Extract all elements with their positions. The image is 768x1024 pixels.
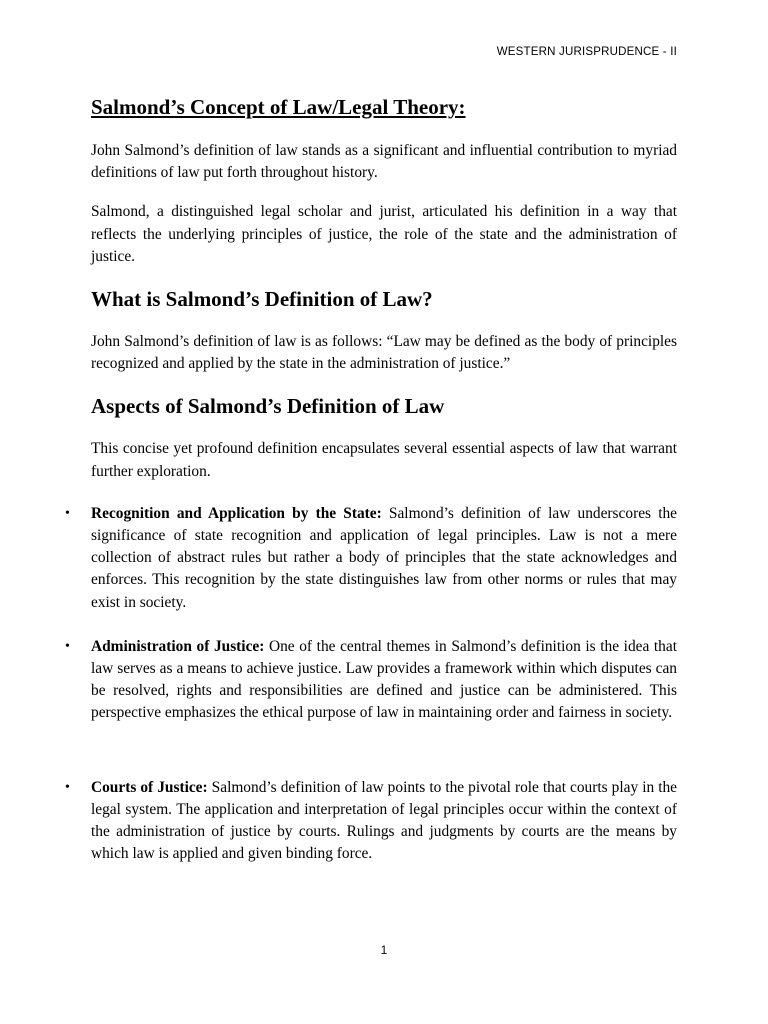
intro-paragraph-2: Salmond, a distinguished legal scholar and jurist, articulated his definition in a way that reflects the underlying principles of justice, the role of the state and the administration of justice. [91, 203, 677, 265]
bullet-lead: Recognition and Application by the State: [91, 504, 382, 522]
bullet-lead: Courts of Justice: [91, 778, 208, 796]
list-item [65, 503, 678, 614]
intro-paragraph-1: John Salmond’s definition of law stands as a significant and influential contribution to myriad definitions of law put forth throughout history. [91, 142, 677, 182]
page-number: 1 [380, 945, 388, 957]
definition-paragraph: John Salmond’s definition of law is as follows: “Law may be defined as the body of principles recognized and applied by the state in the administration of justice.” [91, 333, 677, 373]
list-item [65, 777, 678, 866]
section-heading-aspects: Aspects of Salmond’s Definition of Law [91, 394, 445, 419]
bullet-icon: • [65, 505, 70, 521]
aspects-bullet-list [65, 503, 678, 866]
document-title: Salmond’s Concept of Law/Legal Theory: [91, 95, 466, 119]
bullet-text: Salmond’s definition of law points to the pivotal role that courts play in the legal system. The application and interpretation of legal principles occur within the context of the administration of justice by courts. Rulings and judgments by courts are the means by which law is applied and given binding force. [91, 778, 678, 863]
section-heading-definition: What is Salmond’s Definition of Law? [91, 287, 433, 312]
bullet-icon: • [65, 638, 70, 654]
aspects-intro-paragraph: This concise yet profound definition encapsulates several essential aspects of law that warrant further exploration. [91, 440, 677, 480]
bullet-icon: • [65, 779, 70, 795]
bullet-lead: Administration of Justice: [91, 637, 265, 655]
running-header: WESTERN JURISPRUDENCE - II [496, 46, 677, 58]
bullet-text: Salmond’s definition of law underscores the significance of state recognition and application of legal principles. Law is not a mere collection of abstract rules but rather a body of principles that the state acknowledges and enforces. This recognition by the state distinguishes law from other norms or rules that may exist in society. [91, 504, 678, 611]
bullet-text: One of the central themes in Salmond’s definition is the idea that law serves as a means to achieve justice. Law provides a framework within which disputes can be resolved, rights and responsibilities are defined and justice can be administered. This perspective emphasizes the ethical purpose of law in maintaining order and fairness in society. [91, 637, 677, 722]
document-body [65, 93, 678, 865]
list-item [65, 636, 677, 725]
